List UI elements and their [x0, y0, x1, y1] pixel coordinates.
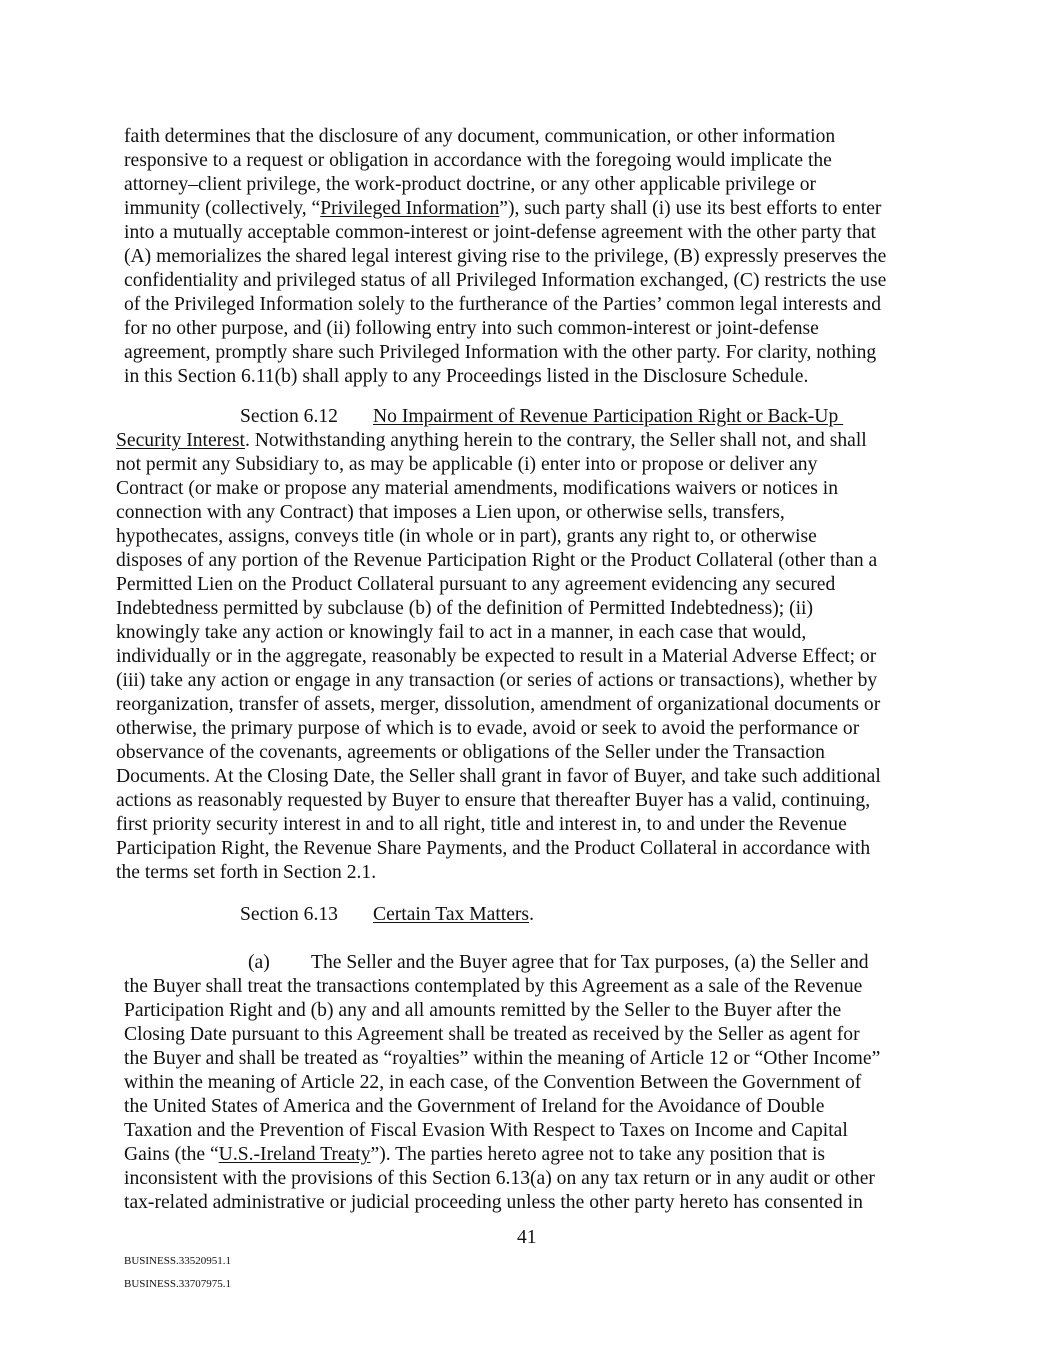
text-line — [116, 597, 881, 621]
text-segment: knowingly take any action or knowingly fail to act in a manner, in each case that would, — [116, 622, 807, 643]
text-segment: the Buyer and shall be treated as “royalties” within the meaning of Article 12 or “Other Income” — [124, 1048, 881, 1069]
text-segment: first priority security interest in and to all right, title and interest in, to and under the Revenue — [116, 814, 847, 835]
text-line — [124, 1047, 880, 1071]
paragraph-6-11-b — [124, 125, 886, 389]
text-segment: Indebtedness permitted by subclause (b) of the definition of Permitted Indebtedness); (ii) — [116, 598, 814, 619]
text-segment: observance of the covenants, agreements or obligations of the Seller under the Transaction — [116, 742, 825, 763]
text-line — [124, 293, 886, 317]
text-segment: Gains (the “ — [124, 1144, 219, 1165]
text-line — [124, 1119, 880, 1143]
text-segment: Permitted Lien on the Product Collateral pursuant to any agreement evidencing any secured — [116, 574, 836, 595]
text-segment: in this Section 6.11(b) shall apply to any Proceedings listed in the Disclosure Schedule. — [124, 366, 809, 387]
text-line — [116, 717, 881, 741]
text-segment: tax-related administrative or judicial proceeding unless the other party hereto has consented in — [124, 1192, 863, 1213]
text-line — [124, 221, 886, 245]
text-segment: connection with any Contract) that imposes a Lien upon, or otherwise sells, transfers, — [116, 502, 785, 523]
text-line — [116, 525, 881, 549]
text-segment: the United States of America and the Government of Ireland for the Avoidance of Double — [124, 1096, 825, 1117]
section-number: Section 6.13 — [240, 904, 338, 925]
text-segment: ”). The parties hereto agree not to take any position that is — [370, 1144, 826, 1165]
text-segment: within the meaning of Article 22, in each case, of the Convention Between the Government of — [124, 1072, 862, 1093]
text-line — [124, 1023, 880, 1047]
section-heading-line — [240, 903, 534, 927]
paragraph-body — [124, 975, 880, 1215]
text-segment: hypothecates, assigns, conveys title (in whole or in part), grants any right to, or otherwise — [116, 526, 817, 547]
text-line — [124, 173, 886, 197]
title-punctuation: . — [529, 904, 534, 925]
text-segment: (iii) take any action or engage in any transaction (or series of actions or transactions), whether by — [116, 670, 878, 691]
text-segment: not permit any Subsidiary to, as may be applicable (i) enter into or propose or deliver any — [116, 454, 818, 475]
text-line — [116, 741, 881, 765]
section-body — [116, 429, 881, 885]
defined-term: U.S.-Ireland Treaty — [218, 1144, 371, 1165]
text-line — [124, 975, 880, 999]
text-line — [116, 573, 881, 597]
text-segment: the terms set forth in Section 2.1. — [116, 862, 377, 883]
text-segment: the Buyer shall treat the transactions contemplated by this Agreement as a sale of the Revenue — [124, 976, 863, 997]
text-line — [116, 765, 881, 789]
text-line — [124, 365, 886, 389]
text-line — [124, 197, 886, 221]
text-line — [124, 1071, 880, 1095]
text-line — [116, 501, 881, 525]
text-segment: responsive to a request or obligation in accordance with the foregoing would implicate the — [124, 150, 832, 171]
text-line — [116, 477, 881, 501]
text-line — [124, 317, 886, 341]
defined-term: Security Interest — [116, 430, 245, 451]
text-line — [124, 999, 880, 1023]
section-6-12 — [116, 405, 881, 885]
text-line — [116, 789, 881, 813]
text-line — [116, 645, 881, 669]
paragraph-label: (a) — [248, 952, 270, 973]
text-line — [116, 669, 881, 693]
text-line — [116, 621, 881, 645]
text-line — [124, 1143, 880, 1167]
text-segment: Taxation and the Prevention of Fiscal Evasion With Respect to Taxes on Income and Capital — [124, 1120, 848, 1141]
text-segment: of the Privileged Information solely to the furtherance of the Parties’ common legal interests and — [124, 294, 882, 315]
text-line — [124, 1095, 880, 1119]
defined-term: Privileged Information — [320, 198, 500, 219]
text-segment: attorney–client privilege, the work-product doctrine, or any other applicable privilege or — [124, 174, 817, 195]
text-line — [116, 549, 881, 573]
text-line — [116, 429, 881, 453]
paragraph-6-13-a — [124, 951, 880, 1215]
text-line — [124, 1167, 880, 1191]
text-line — [116, 693, 881, 717]
text-segment: actions as reasonably requested by Buyer to ensure that thereafter Buyer has a valid, continuing, — [116, 790, 871, 811]
text-segment: Closing Date pursuant to this Agreement shall be treated as received by the Seller as agent for — [124, 1024, 860, 1045]
text-segment: agreement, promptly share such Privileged Information with the other party. For clarity, nothing — [124, 342, 877, 363]
text-line — [116, 861, 881, 885]
section-heading-line — [116, 405, 881, 429]
paragraph-first-line — [124, 951, 880, 975]
text-line — [116, 453, 881, 477]
text-segment: inconsistent with the provisions of this Section 6.13(a) on any tax return or in any audit or other — [124, 1168, 875, 1189]
text-line — [124, 341, 886, 365]
section-number: Section 6.12 — [240, 406, 338, 427]
section-title: No Impairment of Revenue Participation Right or Back-Up — [373, 406, 844, 427]
text-line — [124, 1191, 880, 1215]
document-id-2: BUSINESS.33707975.1 — [124, 1278, 231, 1290]
text-segment: ”), such party shall (i) use its best efforts to enter — [499, 198, 882, 219]
text-segment: Participation Right and (b) any and all amounts remitted by the Seller to the Buyer after the — [124, 1000, 842, 1021]
text-segment: for no other purpose, and (ii) following entry into such common-interest or joint-defense — [124, 318, 819, 339]
paragraph-first-text: The Seller and the Buyer agree that for Tax purposes, (a) the Seller and — [311, 952, 869, 973]
text-segment: . Notwithstanding anything herein to the contrary, the Seller shall not, and shall — [244, 430, 867, 451]
text-segment: individually or in the aggregate, reasonably be expected to result in a Material Adverse Effect; or — [116, 646, 877, 667]
text-segment: confidentiality and privileged status of all Privileged Information exchanged, (C) restricts the use — [124, 270, 887, 291]
text-segment: Contract (or make or propose any material amendments, modifications waivers or notices in — [116, 478, 839, 499]
text-segment: faith determines that the disclosure of any document, communication, or other information — [124, 126, 836, 147]
text-line — [124, 245, 886, 269]
text-segment: into a mutually acceptable common-interest or joint-defense agreement with the other party that — [124, 222, 876, 243]
text-line — [124, 149, 886, 173]
text-segment: Participation Right, the Revenue Share Payments, and the Product Collateral in accordance with — [116, 838, 871, 859]
text-segment: reorganization, transfer of assets, merger, dissolution, amendment of organizational documents or — [116, 694, 881, 715]
text-line — [124, 269, 886, 293]
text-line — [116, 837, 881, 861]
section-title: Certain Tax Matters — [373, 904, 530, 925]
text-segment: (A) memorializes the shared legal interest giving rise to the privilege, (B) expressly preserves the — [124, 246, 887, 267]
text-segment: immunity (collectively, “ — [124, 198, 321, 219]
text-segment: Documents. At the Closing Date, the Seller shall grant in favor of Buyer, and take such additional — [116, 766, 881, 787]
page-number: 41 — [517, 1227, 537, 1248]
text-line — [116, 813, 881, 837]
section-6-13 — [240, 903, 534, 927]
text-segment: disposes of any portion of the Revenue Participation Right or the Product Collateral (other than a — [116, 550, 878, 571]
text-line — [124, 125, 886, 149]
document-id-1: BUSINESS.33520951.1 — [124, 1255, 231, 1267]
text-segment: otherwise, the primary purpose of which is to evade, avoid or seek to avoid the performance or — [116, 718, 860, 739]
